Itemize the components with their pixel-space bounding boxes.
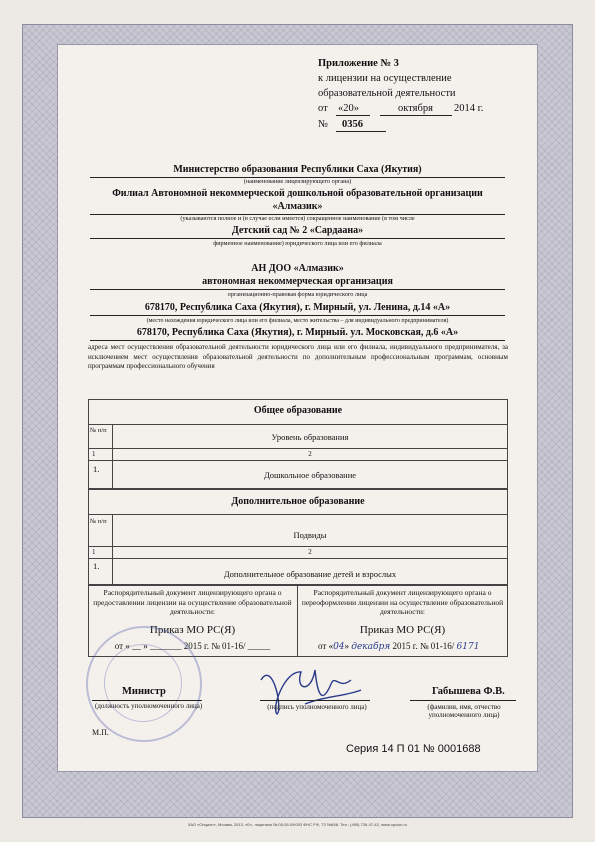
printer-imprint: ЗАО «Опцион», Москва, 2013, «Б», лицензия № 05-05-09/003 ФНС РФ, ТЗ №458. Тел.: (495) 726-47-42, www.opcion.ru xyxy=(187,822,408,827)
ministry-name: Министерство образования Республики Саха (Якутия) xyxy=(173,164,422,175)
additional-idx2: 2 xyxy=(308,548,312,556)
signature-caption: (подпись уполномоченного лица) xyxy=(267,703,367,711)
legal-form-caption: организационно-правовая форма юридического лица xyxy=(227,291,368,298)
org-caption: (указываются полное и (в случае если имеется) сокращенное наименование (в том числе xyxy=(180,215,415,222)
official-seal-inner-icon xyxy=(104,644,182,722)
org-abbr: АН ДОО «Алмазик» xyxy=(251,263,344,274)
general-row-value: Дошкольное образование xyxy=(263,470,357,480)
order-right-day: 04 xyxy=(333,642,345,652)
order-right-title: Приказ МО РС(Я) xyxy=(359,624,446,636)
legal-address: 678170, Республика Саха (Якутия), г. Мирный, ул. Ленина, д.14 «А» xyxy=(144,302,451,313)
order-left-line: от « __ » _______ 2015 г. № 01-16/ _____ xyxy=(114,641,271,651)
order-left-title: Приказ МО РС(Я) xyxy=(149,624,236,636)
signatory-position: Министр xyxy=(122,686,166,697)
annex-title: Приложение № 3 xyxy=(318,58,399,69)
order-left-caption: Распорядительный документ лицензирующего органа о предоставлении лицензии на осуществление образовательной деятельности: xyxy=(93,588,292,616)
order-right-mid: » xyxy=(344,641,352,651)
annex-line2: образовательной деятельности xyxy=(318,88,456,99)
additional-idx1: 1 xyxy=(92,548,96,556)
annex-date-year: 2014 г. xyxy=(454,103,484,114)
short-name: Детский сад № 2 «Сардаана» xyxy=(231,225,364,236)
form-series-number: Серия 14 П 01 № 0001688 xyxy=(346,743,481,755)
activity-address: 678170, Республика Саха (Якутия), г. Мирный. ул. Московская, д.6 «А» xyxy=(136,327,459,338)
stamp-place-label: М.П. xyxy=(92,728,109,737)
general-col-level: Уровень образования xyxy=(271,432,349,442)
additional-education-title: Дополнительное образование xyxy=(231,496,365,507)
order-right-caption: Распорядительный документ лицензирующего органа о переоформлении лицензии на осуществление образовательной деятельности: xyxy=(301,588,504,616)
additional-col-num: № п/п xyxy=(90,518,107,525)
signatory-name: Габышева Ф.В. xyxy=(432,686,505,697)
additional-row-num: 1. xyxy=(93,561,100,571)
annex-date-month: октября xyxy=(398,103,433,114)
org-name-line1: Филиал Автономной некоммерческой дошкольной образовательной организации xyxy=(112,188,483,199)
additional-row-value: Дополнительное образование детей и взрослых xyxy=(223,569,397,579)
general-education-title: Общее образование xyxy=(253,405,343,416)
legal-address-caption: (место нахождения юридического лица или его филиала, место жительства – для индивидуального предпринимателя) xyxy=(146,318,449,324)
additional-col-sub: Подвиды xyxy=(293,530,327,540)
name-caption: (фамилия, имя, отчество уполномоченного лица) xyxy=(427,703,501,719)
general-col-num: № п/п xyxy=(90,427,107,434)
annex-num-prefix: № xyxy=(318,119,329,130)
ministry-caption: (наименование лицензирующего органа) xyxy=(243,178,352,185)
short-name-caption: фирменное наименование) юридического лица или его филиала xyxy=(213,240,382,247)
annex-date-day: «20» xyxy=(338,103,359,114)
position-caption: (должность уполномоченного лица) xyxy=(95,702,203,710)
annex-date-prefix: от xyxy=(318,103,328,114)
order-right-prefix: от « xyxy=(318,641,334,651)
general-idx2: 2 xyxy=(308,450,312,458)
annex-num-value: 0356 xyxy=(342,119,363,130)
general-idx1: 1 xyxy=(92,450,96,458)
legal-form: автономная некоммерческая организация xyxy=(202,276,393,287)
activity-address-caption: адреса мест осуществления образовательной деятельности юридического лица или его филиала, индивидуального предпринимателя, за исключением мест осуществления образовательной деятельности по дополнительным профессиональным программам, основным программам профессионального обучения xyxy=(88,343,508,370)
order-right-num: 6171 xyxy=(456,642,480,652)
general-row-num: 1. xyxy=(93,464,100,474)
order-right-year: 2015 г. № 01-16/ xyxy=(392,641,455,651)
annex-line1: к лицензии на осуществление xyxy=(318,73,452,84)
order-right-month: декабря xyxy=(351,642,391,652)
org-name-line2: «Алмазик» xyxy=(272,201,323,212)
